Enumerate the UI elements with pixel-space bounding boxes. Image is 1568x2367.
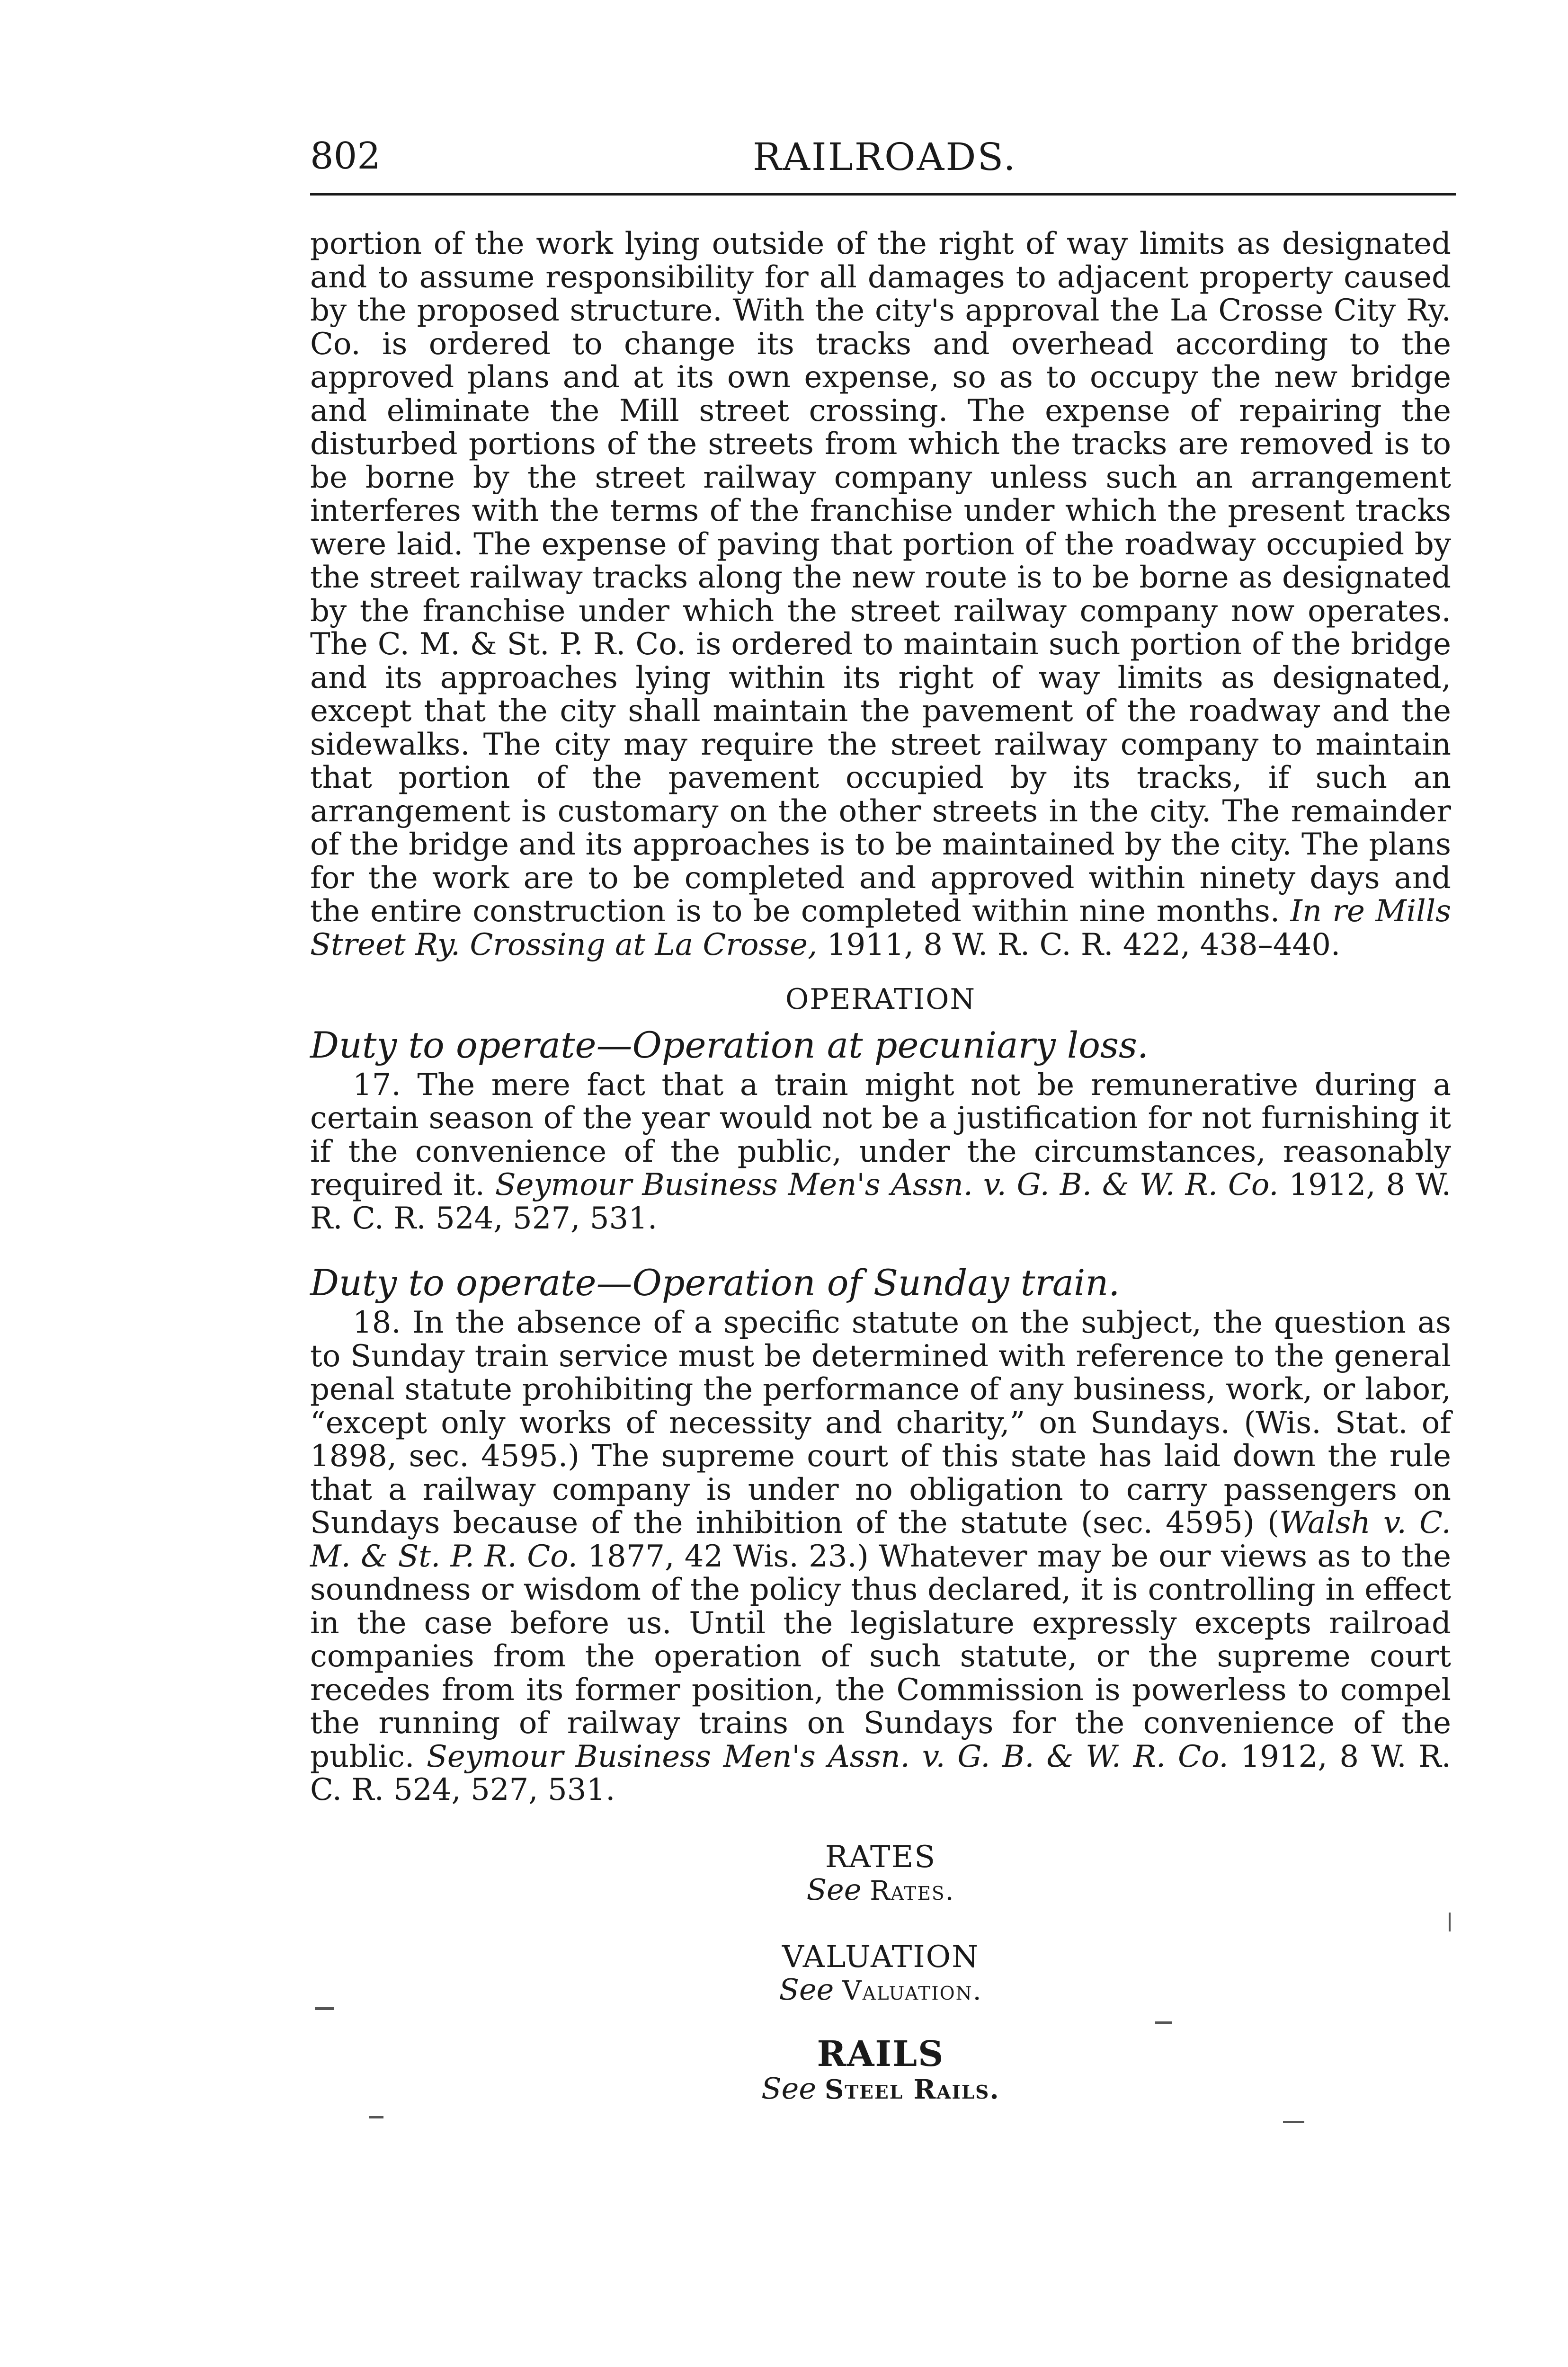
rates-heading: RATES <box>825 1839 936 1875</box>
scan-speck <box>1449 1913 1451 1931</box>
paragraph-17-citation-ref: 1912, 8 W. R. C. R. 524, 527, 531. <box>310 1167 1452 1236</box>
subheading-pecuniary-loss: Duty to operate—Operation at pecuniary loss. <box>310 1023 1149 1066</box>
paragraph-18-text-a: 18. In the absence of a specific statute on the subject, the question as to Sunday train service must be determined with reference to the general penal statute prohibiting the performance of any business, work, or labor, “except only works of necessity and charity,” on Sundays. (Wis. Stat. of 1898, sec. 4595.) The supreme court of this state has laid down the rule that a railway company is under no obligation to carry passengers on Sundays because of the inhibition of the statute (sec. 4595) ( <box>310 1305 1451 1540</box>
valuation-see-word: See <box>779 1972 834 2007</box>
running-title: RAILROADS. <box>753 135 1017 179</box>
page-header <box>310 125 1446 196</box>
valuation-heading: VALUATION <box>782 1939 980 1975</box>
rails-see-word: See <box>761 2071 817 2106</box>
rates-see-reference <box>310 1874 1451 1907</box>
rates-see-word: See <box>806 1872 862 1907</box>
page-body <box>310 227 1451 2106</box>
scan-speck <box>1283 2121 1304 2123</box>
header-rule <box>310 193 1456 196</box>
intro-citation-ref: 1911, 8 W. R. C. R. 422, 438–440. <box>827 927 1341 962</box>
operation-heading: OPERATION <box>785 983 976 1016</box>
rails-see-target: Steel Rails. <box>824 2073 1000 2105</box>
paragraph-17-text: 17. The mere fact that a train might not be remunerative during a certain season of the year would not be a justification for not furnishing it if the convenience of the public, under the circumstances, reasonably required it. <box>310 1067 1451 1202</box>
scan-speck <box>1155 2021 1172 2024</box>
rails-see-reference <box>310 2073 1451 2106</box>
paragraph-17-citation-case: Seymour Business Men's Assn. v. G. B. & W. R. Co. <box>495 1167 1279 1202</box>
valuation-see-target: Valuation. <box>842 1975 982 2006</box>
scan-speck <box>369 2116 383 2118</box>
subheading-sunday-train: Duty to operate—Operation of Sunday train. <box>310 1262 1120 1304</box>
valuation-see-reference <box>310 1974 1451 2007</box>
paragraph-18-inline-citation: Walsh v. C. M. & St. P. R. Co. <box>310 1505 1451 1574</box>
paragraph-18 <box>310 1306 1451 1807</box>
paragraph-18-citation-case: Seymour Business Men's Assn. v. G. B. & W. R. Co. <box>427 1739 1229 1774</box>
rates-see-target: Rates. <box>870 1875 955 1906</box>
page-number: 802 <box>310 135 381 178</box>
paragraph-18-text-b: 1877, 42 Wis. 23.) Whatever may be our views as to the soundness or wisdom of the policy thus declared, it is controlling in effect in the case before us. Until the legislature expressly excepts railroad companies from the operation of such statute, or the supreme court recedes from its former position, the Commission is powerless to compel the running of railway trains on Sundays for the convenience of the public. <box>310 1539 1452 1774</box>
rails-heading: RAILS <box>817 2033 944 2074</box>
paragraph-17 <box>310 1068 1451 1236</box>
intro-text: portion of the work lying outside of the right of way limits as designated and to assume responsibility for all damages to adjacent property caused by the proposed structure. With the city's approval the La Crosse City Ry. Co. is ordered to change its tracks and overhead according to the approved plans and at its own expense, so as to occupy the new bridge and eliminate the Mill street crossing. The expense of repairing the disturbed portions of the streets from which the tracks are removed is to be borne by the street railway company unless such an arrangement interferes with the terms of the franchise under which the present tracks were laid. The expense of paving that portion of the roadway occupied by the street railway tracks along the new route is to be borne as designated by the franchise under which the street railway company now operates. The C. M. & St. P. R. Co. is ordered to maintain such portion of the bridge and its approaches lying within its right of way limits as designated, except that the city shall maintain the pavement of the roadway and the sidewalks. The city may require the street railway company to maintain that portion of the pavement occupied by its tracks, if such an arrangement is customary on the other streets in the city. The remainder of the bridge and its approaches is to be maintained by the city. The plans for the work are to be completed and approved within ninety days and the entire construction is to be completed within nine months. <box>310 226 1451 929</box>
intro-paragraph <box>310 227 1451 961</box>
intro-citation-case: In re Mills Street Ry. Crossing at La Crosse, <box>310 894 1452 962</box>
paragraph-18-citation-ref: 1912, 8 W. R. C. R. 524, 527, 531. <box>310 1739 1452 1807</box>
scan-speck <box>315 2007 334 2010</box>
